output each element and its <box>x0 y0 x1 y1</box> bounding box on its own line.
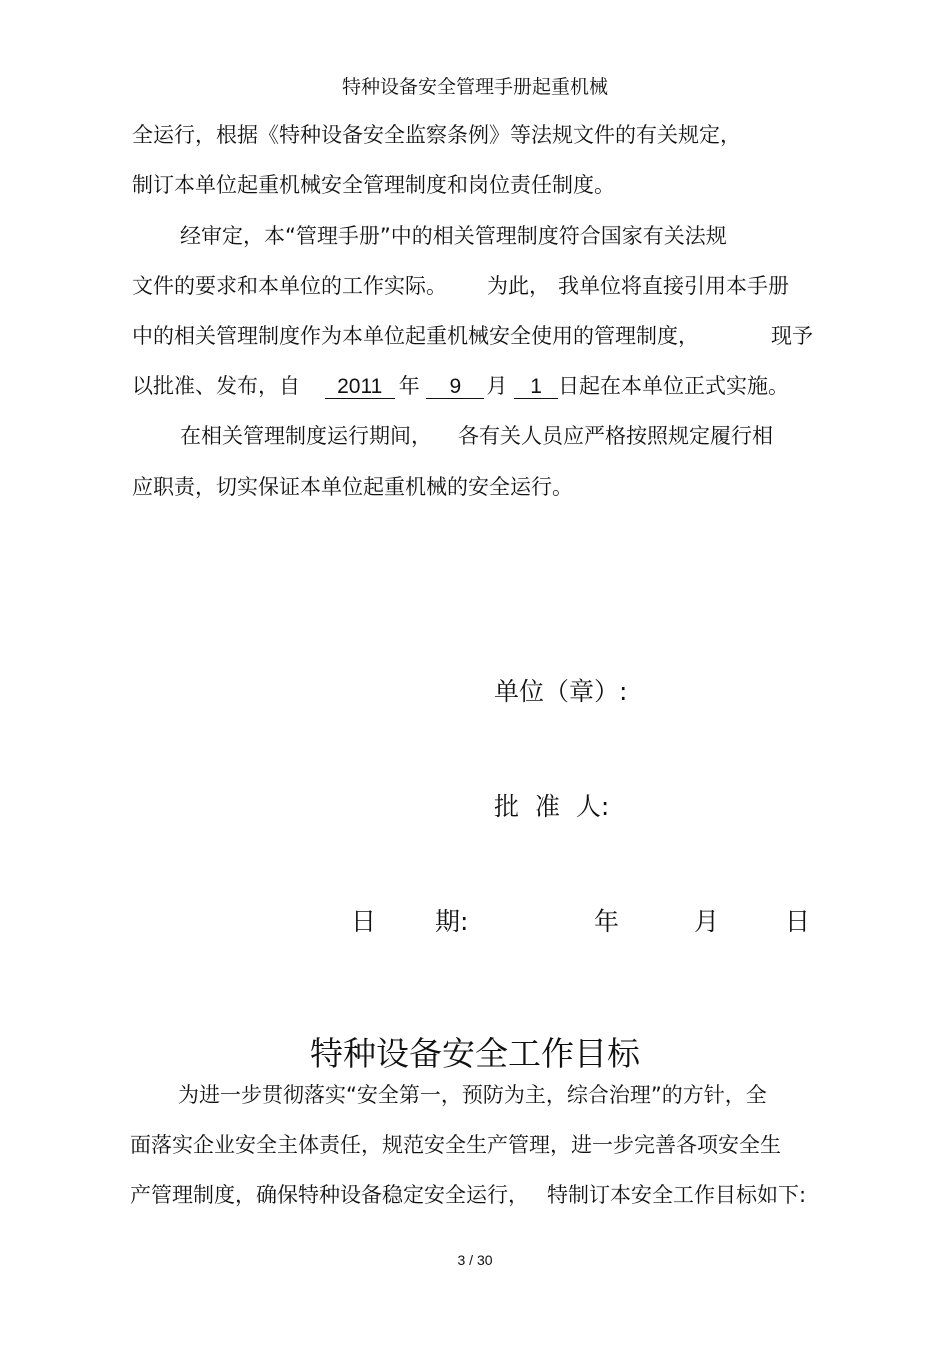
notice-text: 为此， <box>487 274 550 298</box>
notice-line <box>132 276 789 297</box>
month-unit: 月 <box>486 374 508 398</box>
effective-date-line <box>132 376 789 399</box>
notice-text: 以批准、发布，自 <box>132 374 300 398</box>
running-header: 特种设备安全管理手册起重机械 <box>341 76 608 98</box>
notice-text: 我单位将直接引用本手册 <box>558 274 789 298</box>
section-text: 特制订本安全工作目标如下: <box>547 1183 807 1207</box>
date-month-label: 月 <box>694 907 720 936</box>
section-line: 面落实企业安全主体责任，规范安全生产管理，进一步完善各项安全生 <box>130 1133 781 1157</box>
section-line: 为进一步贯彻落实“安全第一，预防为主，综合治理”的方针，全 <box>178 1083 767 1107</box>
date-label-char: 期: <box>435 907 469 936</box>
date-year-label: 年 <box>594 907 620 936</box>
approver-label: 批 准 人: <box>494 792 610 821</box>
notice-line: 经审定，本“管理手册”中的相关管理制度符合国家有关法规 <box>180 224 727 248</box>
section-title: 特种设备安全工作目标 <box>310 1034 640 1073</box>
notice-line <box>180 426 773 447</box>
date-label-char: 日 <box>351 907 377 936</box>
effective-year: 2011 <box>325 376 395 399</box>
effective-day: 1 <box>514 376 558 399</box>
effective-month: 9 <box>426 376 484 399</box>
notice-line: 中的相关管理制度作为本单位起重机械安全使用的管理制度， <box>132 324 699 348</box>
notice-line: 应职责，切实保证本单位起重机械的安全运行。 <box>132 475 573 499</box>
notice-text: 文件的要求和本单位的工作实际。 <box>132 274 447 298</box>
year-unit: 年 <box>398 374 420 398</box>
notice-text: 现予 <box>771 324 813 348</box>
date-day-label: 日 <box>785 907 811 936</box>
unit-seal-label: 单位（章）: <box>494 677 628 706</box>
section-text: 产管理制度，确保特种设备稳定安全运行， <box>130 1183 529 1207</box>
notice-line: 制订本单位起重机械安全管理制度和岗位责任制度。 <box>132 173 615 197</box>
page-number: 3 / 30 <box>457 1252 493 1268</box>
notice-text: 在相关管理制度运行期间， <box>180 424 432 448</box>
notice-text: 日起在本单位正式实施。 <box>558 374 790 398</box>
section-line <box>130 1185 806 1206</box>
notice-line: 全运行，根据《特种设备安全监察条例》等法规文件的有关规定， <box>132 123 741 147</box>
notice-text: 各有关人员应严格按照规定履行相 <box>458 424 773 448</box>
